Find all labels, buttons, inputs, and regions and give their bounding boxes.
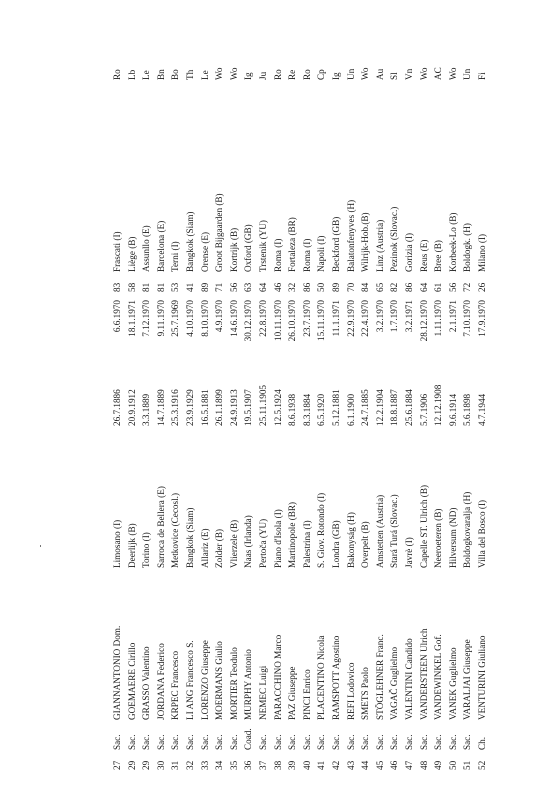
rank-cell: Sac. bbox=[141, 734, 152, 750]
rank-cell: Coad. bbox=[243, 728, 254, 750]
death-date-cell: 1.11.1970 bbox=[433, 300, 444, 337]
province-cell: Wo bbox=[214, 67, 225, 80]
name-cell: LI ANG Francesco S. bbox=[185, 640, 195, 720]
death-place-cell: Reus (E) bbox=[418, 239, 429, 272]
birth-date-cell: 26.1.1899 bbox=[214, 389, 225, 426]
birthplace-cell: Hilversum (ND) bbox=[447, 507, 458, 568]
death-date-cell: 22.9.1970 bbox=[345, 300, 356, 337]
birth-date-cell: 12.12.1908 bbox=[433, 384, 444, 426]
age-cell: 71 bbox=[214, 282, 225, 292]
rank-cell: Sac. bbox=[462, 734, 473, 750]
death-place-cell: Frascati (I) bbox=[112, 231, 122, 272]
rank-cell: Sac. bbox=[155, 734, 166, 750]
death-place-cell: Terni (I) bbox=[170, 241, 181, 272]
name-cell: MORTIER Teodulo bbox=[228, 647, 239, 720]
birthplace-cell: Vlierzele (B) bbox=[228, 519, 239, 568]
birthplace-cell: Capelle ST. Ulrich (B) bbox=[418, 484, 429, 568]
rank-cell: Ch. bbox=[477, 736, 487, 750]
row-number-cell: 31 bbox=[170, 760, 181, 770]
name-cell: NEMEC Luigi bbox=[258, 665, 268, 720]
birth-date-cell: 25.3.1916 bbox=[170, 389, 181, 426]
birth-date-cell: 5.12.1881 bbox=[331, 389, 341, 426]
table-row bbox=[475, 50, 489, 770]
rank-cell: Sac. bbox=[199, 734, 210, 750]
death-place-cell: Groot Bijgaarden (B) bbox=[214, 193, 225, 272]
death-date-cell: 8.10.1970 bbox=[199, 300, 210, 337]
birthplace-cell: Amstetten (Austria) bbox=[374, 494, 385, 568]
death-place-cell: Beckford (GB) bbox=[331, 216, 341, 272]
province-cell: Le bbox=[141, 70, 152, 80]
rank-cell: Sac. bbox=[214, 734, 225, 750]
birthplace-cell: Villa del Bosco (I) bbox=[477, 499, 487, 568]
name-cell: PAZ Giuseppe bbox=[287, 666, 298, 720]
rank-cell: Sac. bbox=[433, 734, 444, 750]
birth-date-cell: 12.5.1924 bbox=[272, 389, 283, 426]
name-cell: SMETS Paolo bbox=[360, 667, 371, 720]
age-cell: 89 bbox=[199, 282, 210, 292]
name-cell: VENTURINI Giuliano bbox=[477, 635, 487, 720]
death-date-cell: 2.1.1971 bbox=[447, 300, 458, 333]
birthplace-cell: S. Giov. Rotondo (I) bbox=[316, 492, 327, 568]
birthplace-cell: Deerlijk (B) bbox=[126, 523, 137, 568]
row-number-cell: 44 bbox=[360, 760, 371, 770]
rank-cell: Sac. bbox=[360, 734, 371, 750]
birth-date-cell: 24.7.1885 bbox=[360, 389, 371, 426]
name-cell: LORENZO Giuseppe bbox=[199, 640, 210, 720]
death-place-cell: Roma (I) bbox=[272, 238, 283, 272]
birth-date-cell: 19.5.1907 bbox=[243, 389, 254, 426]
birthplace-cell: Metkovice (Cecosl.) bbox=[170, 492, 181, 568]
province-cell: Wo bbox=[418, 67, 429, 80]
rank-cell: Sac. bbox=[374, 734, 385, 750]
rank-cell: Sac. bbox=[272, 734, 283, 750]
death-place-cell: Milano (I) bbox=[477, 233, 487, 272]
birth-date-cell: 24.9.1913 bbox=[228, 389, 239, 426]
province-cell: Un bbox=[462, 68, 473, 80]
province-cell: Ig bbox=[331, 72, 341, 80]
province-cell: AC bbox=[433, 67, 444, 80]
birth-date-cell: 16.5.1881 bbox=[199, 389, 210, 426]
birth-date-cell: 18.8.1887 bbox=[389, 389, 400, 426]
province-cell: Ro bbox=[112, 69, 122, 80]
birthplace-cell: Torino (I) bbox=[141, 532, 152, 568]
rank-cell: Sac. bbox=[185, 734, 195, 750]
province-cell: Bo bbox=[170, 69, 181, 80]
name-cell: VANDERSTEEN Ulrich bbox=[418, 628, 429, 720]
row-number-cell: 49 bbox=[433, 760, 444, 770]
age-cell: 63 bbox=[243, 282, 254, 292]
age-cell: 65 bbox=[374, 282, 385, 292]
birth-date-cell: 6.1.1900 bbox=[345, 393, 356, 426]
row-number-cell: 50 bbox=[447, 760, 458, 770]
age-cell: 86 bbox=[301, 282, 312, 292]
table-row bbox=[344, 50, 358, 770]
age-cell: 50 bbox=[316, 282, 327, 292]
age-cell: 86 bbox=[404, 282, 414, 292]
rank-cell: Sac. bbox=[345, 734, 356, 750]
death-date-cell: 3.2.1970 bbox=[374, 300, 385, 333]
table-row bbox=[373, 50, 387, 770]
birth-date-cell: 6.5.1920 bbox=[316, 393, 327, 426]
row-number-cell: 35 bbox=[228, 760, 239, 770]
death-place-cell: Pezinok (Slovac.) bbox=[389, 206, 400, 272]
table-row bbox=[431, 50, 445, 770]
birthplace-cell: Boldogkovaralja (H) bbox=[462, 491, 473, 568]
scan-speck bbox=[40, 545, 41, 547]
birthplace-cell: Bangkok (Siam) bbox=[185, 507, 195, 568]
row-number-cell: 52 bbox=[477, 760, 487, 770]
birthplace-cell: Londra (GB) bbox=[331, 520, 341, 568]
row-number-cell: 40 bbox=[301, 760, 312, 770]
birth-date-cell: 25.6.1884 bbox=[404, 389, 414, 426]
rank-cell: Sac. bbox=[301, 734, 312, 750]
table-row bbox=[154, 50, 168, 770]
province-cell: Un bbox=[345, 68, 356, 80]
age-cell: 72 bbox=[462, 282, 473, 292]
death-date-cell: 22.8.1970 bbox=[258, 300, 268, 337]
name-cell: PINCI Enrico bbox=[301, 669, 312, 720]
birthplace-cell: Zolder (B) bbox=[214, 528, 225, 568]
age-cell: 82 bbox=[389, 282, 400, 292]
death-place-cell: Gorizia (I) bbox=[404, 232, 414, 272]
death-place-cell: Liège (B) bbox=[126, 236, 137, 272]
table-row bbox=[125, 50, 139, 770]
age-cell: 64 bbox=[258, 282, 268, 292]
age-cell: 56 bbox=[447, 282, 458, 292]
province-cell: Ro bbox=[272, 69, 283, 80]
rank-cell: Sac. bbox=[112, 734, 122, 750]
name-cell: REFI Lodovico bbox=[345, 662, 356, 720]
birth-date-cell: 12.2.1904 bbox=[374, 389, 385, 426]
rank-cell: Sac. bbox=[316, 734, 327, 750]
province-cell: Th bbox=[185, 69, 195, 80]
province-cell: Cp bbox=[316, 69, 327, 80]
age-cell: 84 bbox=[360, 282, 371, 292]
name-cell: GRASSO Valentino bbox=[141, 646, 152, 720]
death-place-cell: Linz (Austria) bbox=[374, 219, 385, 272]
birthplace-cell: Javrè (I) bbox=[404, 537, 414, 568]
birthplace-cell: Sarroca de Bellera (E) bbox=[155, 486, 166, 568]
age-cell: 56 bbox=[228, 282, 239, 292]
birth-date-cell: 8.3.1884 bbox=[301, 393, 312, 426]
death-date-cell: 26.10.1970 bbox=[287, 300, 298, 342]
table-row bbox=[183, 50, 197, 770]
row-number-cell: 46 bbox=[389, 760, 400, 770]
death-date-cell: 15.11.1970 bbox=[316, 300, 327, 342]
birth-date-cell: 23.9.1929 bbox=[185, 389, 195, 426]
name-cell: GOEMAERE Cirillo bbox=[126, 642, 137, 720]
death-place-cell: Fortaleza (BR) bbox=[287, 217, 298, 272]
province-cell: Wo bbox=[360, 67, 371, 80]
birth-date-cell: 14.7.1889 bbox=[155, 389, 166, 426]
age-cell: 70 bbox=[345, 282, 356, 292]
birthplace-cell: Palestrina (I) bbox=[301, 520, 312, 568]
death-date-cell: 3.2.1971 bbox=[404, 300, 414, 333]
death-place-cell: Barcelona (E) bbox=[155, 220, 166, 272]
death-place-cell: Oxford (GB) bbox=[243, 224, 254, 272]
death-place-cell: Orense (E) bbox=[199, 231, 210, 272]
table-row bbox=[168, 50, 182, 770]
province-cell: Le bbox=[199, 70, 210, 80]
table-row bbox=[358, 50, 372, 770]
row-number-cell: 51 bbox=[462, 760, 473, 770]
name-cell: KRPEC Francesco bbox=[170, 650, 181, 720]
name-cell: STÖGLEHNER Franc. bbox=[374, 634, 385, 720]
death-date-cell: 23.7.1970 bbox=[301, 300, 312, 337]
age-cell: 32 bbox=[287, 282, 298, 292]
name-cell: MURPHY Antonio bbox=[243, 649, 254, 720]
birthplace-cell: Stará Turá (Slovac.) bbox=[389, 494, 400, 568]
death-place-cell: Kortrijk (B) bbox=[228, 227, 239, 272]
name-cell: VARALJAI Giuseppe bbox=[462, 639, 473, 720]
province-cell: Lb bbox=[126, 69, 137, 80]
death-date-cell: 7.12.1970 bbox=[141, 300, 152, 337]
birth-date-cell: 8.6.1938 bbox=[287, 393, 298, 426]
birth-date-cell: 9.6.1914 bbox=[447, 393, 458, 426]
birthplace-cell: Limosano (I) bbox=[112, 519, 122, 568]
table-row bbox=[110, 50, 124, 770]
rank-cell: Sac. bbox=[418, 734, 429, 750]
age-cell: 64 bbox=[418, 282, 429, 292]
birth-date-cell: 26.7.1886 bbox=[112, 389, 122, 426]
table-row bbox=[446, 50, 460, 770]
name-cell: PLACENTINO Nicola bbox=[316, 635, 327, 720]
table-row bbox=[212, 50, 226, 770]
rank-cell: Sac. bbox=[404, 734, 414, 750]
name-cell: VALENTINI Candido bbox=[404, 638, 414, 720]
province-cell: Re bbox=[287, 69, 298, 80]
table-row bbox=[417, 50, 431, 770]
age-cell: 81 bbox=[141, 282, 152, 292]
province-cell: Bn bbox=[155, 69, 166, 80]
death-place-cell: Bangkok (Siam) bbox=[185, 211, 195, 272]
age-cell: 53 bbox=[170, 282, 181, 292]
province-cell: Au bbox=[374, 68, 385, 80]
death-place-cell: Assunllo (E) bbox=[141, 225, 152, 272]
death-date-cell: 25.7.1969 bbox=[170, 300, 181, 337]
rank-cell: Sac. bbox=[287, 734, 298, 750]
birthplace-cell: Bakonyság (H) bbox=[345, 512, 356, 568]
province-cell: Vn bbox=[404, 68, 414, 80]
death-place-cell: Roma (I) bbox=[301, 238, 312, 272]
death-place-cell: Korbeek-Lo (B) bbox=[447, 212, 458, 272]
row-number-cell: 42 bbox=[331, 760, 341, 770]
death-date-cell: 7.10.1970 bbox=[462, 300, 473, 337]
rank-cell: Sac. bbox=[389, 734, 400, 750]
row-number-cell: 47 bbox=[404, 760, 414, 770]
death-date-cell: 22.4.1970 bbox=[360, 300, 371, 337]
birth-date-cell: 25.11.1905 bbox=[258, 384, 268, 426]
rank-cell: Sac. bbox=[228, 734, 239, 750]
age-cell: 58 bbox=[126, 282, 137, 292]
death-place-cell: Balatonfenyves (H) bbox=[345, 199, 356, 272]
birth-date-cell: 4.7.1944 bbox=[477, 393, 487, 426]
age-cell: 61 bbox=[433, 282, 444, 292]
death-place-cell: Boldogk. (H) bbox=[462, 223, 473, 272]
name-cell: GIANNANTONIO Dom. bbox=[112, 625, 122, 720]
province-cell: Wo bbox=[447, 67, 458, 80]
table-row bbox=[300, 50, 314, 770]
age-cell: 46 bbox=[272, 282, 283, 292]
table-row bbox=[256, 50, 270, 770]
name-cell: JORDANA Federico bbox=[155, 643, 166, 720]
death-date-cell: 17.9.1970 bbox=[477, 300, 487, 337]
row-number-cell: 41 bbox=[316, 760, 327, 770]
rank-cell: Sac. bbox=[126, 734, 137, 750]
death-place-cell: Bree (B) bbox=[433, 240, 444, 272]
row-number-cell: 30 bbox=[155, 760, 166, 770]
birth-date-cell: 5.6.1898 bbox=[462, 393, 473, 426]
name-cell: MOERMANS Giulio bbox=[214, 641, 225, 720]
province-cell: Sl bbox=[389, 72, 400, 80]
row-number-cell: 27 bbox=[112, 760, 122, 770]
table-row bbox=[460, 50, 474, 770]
table-row bbox=[139, 50, 153, 770]
row-number-cell: 48 bbox=[418, 760, 429, 770]
province-cell: Fi bbox=[477, 72, 487, 80]
death-date-cell: 4.10.1970 bbox=[185, 300, 195, 337]
birthplace-cell: Martinopole (BR) bbox=[287, 501, 298, 568]
rank-cell: Sac. bbox=[447, 734, 458, 750]
birthplace-cell: Overpelt (B) bbox=[360, 521, 371, 568]
row-number-cell: 29 bbox=[126, 760, 137, 770]
name-cell: VAGAČ Guglielmo bbox=[389, 646, 400, 720]
birthplace-cell: Allariz (E) bbox=[199, 528, 210, 568]
name-cell: VANEK Guglielmo bbox=[447, 647, 458, 720]
birthplace-cell: Neeroeteren (B) bbox=[433, 508, 444, 568]
death-place-cell: Napoli (I) bbox=[316, 235, 327, 272]
table-row bbox=[241, 50, 255, 770]
necrology-table bbox=[110, 50, 490, 770]
birthplace-cell: Piano d'Isola (I) bbox=[272, 509, 283, 568]
row-number-cell: 33 bbox=[199, 760, 210, 770]
rank-cell: Sac. bbox=[331, 734, 341, 750]
row-number-cell: 37 bbox=[258, 760, 268, 770]
age-cell: 41 bbox=[185, 282, 195, 292]
row-number-cell: 45 bbox=[374, 760, 385, 770]
table-row bbox=[387, 50, 401, 770]
row-number-cell: 39 bbox=[287, 760, 298, 770]
birth-date-cell: 20.9.1912 bbox=[126, 389, 137, 426]
table-row bbox=[271, 50, 285, 770]
age-cell: 89 bbox=[331, 282, 341, 292]
birthplace-cell: Pertoča (YU) bbox=[258, 518, 268, 568]
age-cell: 83 bbox=[112, 282, 122, 292]
birth-date-cell: 3.3.1889 bbox=[141, 393, 152, 426]
birthplace-cell: Naas (Irlanda) bbox=[243, 515, 254, 568]
death-date-cell: 28.12.1970 bbox=[418, 300, 429, 342]
age-cell: 81 bbox=[155, 282, 166, 292]
table-row bbox=[314, 50, 328, 770]
death-date-cell: 9.11.1970 bbox=[155, 300, 166, 337]
name-cell: RAMSPOTT Agostino bbox=[331, 635, 341, 720]
province-cell: Ig bbox=[243, 72, 254, 80]
death-date-cell: 30.12.1970 bbox=[243, 300, 254, 342]
death-place-cell: Trstenik (YU) bbox=[258, 220, 268, 272]
table-row bbox=[198, 50, 212, 770]
rank-cell: Sac. bbox=[170, 734, 181, 750]
death-place-cell: Wilrijk-Hob.(B) bbox=[360, 212, 371, 272]
name-cell: PARACCHINO Marco bbox=[272, 634, 283, 720]
province-cell: Ro bbox=[301, 69, 312, 80]
death-date-cell: 6.6.1970 bbox=[112, 300, 122, 333]
death-date-cell: 18.1.1971 bbox=[126, 300, 137, 337]
table-row bbox=[227, 50, 241, 770]
row-number-cell: 43 bbox=[345, 760, 356, 770]
table-row bbox=[402, 50, 416, 770]
death-date-cell: 1.7.1970 bbox=[389, 300, 400, 333]
row-number-cell: 38 bbox=[272, 760, 283, 770]
table-row bbox=[329, 50, 343, 770]
rank-cell: Sac. bbox=[258, 734, 268, 750]
province-cell: Ju bbox=[258, 71, 268, 80]
table-row bbox=[285, 50, 299, 770]
death-date-cell: 14.6.1970 bbox=[228, 300, 239, 337]
death-date-cell: 11.1.1971 bbox=[331, 300, 341, 337]
row-number-cell: 36 bbox=[243, 760, 254, 770]
name-cell: VANDEWINKEL Gof. bbox=[433, 634, 444, 720]
row-number-cell: 34 bbox=[214, 760, 225, 770]
row-number-cell: 29 bbox=[141, 760, 152, 770]
row-number-cell: 32 bbox=[185, 760, 195, 770]
province-cell: Wo bbox=[228, 67, 239, 80]
age-cell: 26 bbox=[477, 282, 487, 292]
death-date-cell: 4.9.1970 bbox=[214, 300, 225, 333]
death-date-cell: 10.11.1970 bbox=[272, 300, 283, 342]
birth-date-cell: 5.7.1906 bbox=[418, 393, 429, 426]
